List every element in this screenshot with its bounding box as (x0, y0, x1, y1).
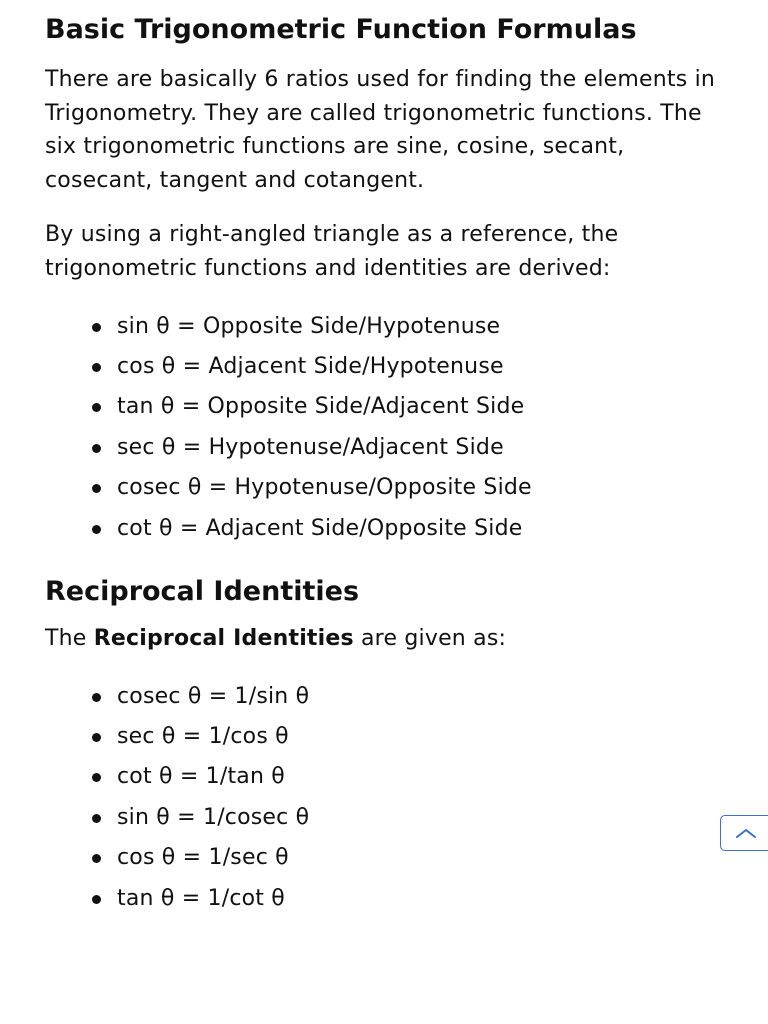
heading-basic-formulas: Basic Trigonometric Function Formulas (45, 14, 637, 45)
reciprocal-formula-list (45, 677, 735, 919)
reciprocal-intro-paragraph (45, 622, 735, 656)
reciprocal-intro-before: The (45, 626, 94, 651)
list-item: cosec θ = 1/sin θ (117, 677, 735, 717)
list-item: cos θ = Adjacent Side/Hypotenuse (117, 347, 735, 387)
scroll-to-top-button[interactable] (720, 815, 768, 851)
list-item: sin θ = 1/cosec θ (117, 798, 735, 838)
list-item: sin θ = Opposite Side/Hypotenuse (117, 307, 735, 347)
reciprocal-intro-bold: Reciprocal Identities (93, 626, 354, 651)
list-item: sec θ = Hypotenuse/Adjacent Side (117, 428, 735, 468)
intro-paragraph: There are basically 6 ratios used for finding the elements in Trigonometry. They are called trigonometric functions. The six trigonometric functions are sine, cosine, secant, cosecant, tangent and cotangent. (45, 67, 716, 193)
list-item: tan θ = Opposite Side/Adjacent Side (117, 387, 735, 427)
list-item: cot θ = 1/tan θ (117, 757, 735, 797)
reference-paragraph: By using a right-angled triangle as a reference, the trigonometric functions and identities are derived: (45, 222, 619, 281)
list-item: sec θ = 1/cos θ (117, 717, 735, 757)
heading-reciprocal-identities: Reciprocal Identities (45, 576, 360, 607)
chevron-up-icon (735, 827, 757, 839)
list-item: tan θ = 1/cot θ (117, 879, 735, 919)
basic-formula-list (45, 307, 735, 549)
list-item: cot θ = Adjacent Side/Opposite Side (117, 509, 735, 549)
reciprocal-intro-after: are given as: (353, 626, 507, 651)
list-item: cos θ = 1/sec θ (117, 838, 735, 878)
article-content (45, 0, 735, 919)
list-item: cosec θ = Hypotenuse/Opposite Side (117, 468, 735, 508)
